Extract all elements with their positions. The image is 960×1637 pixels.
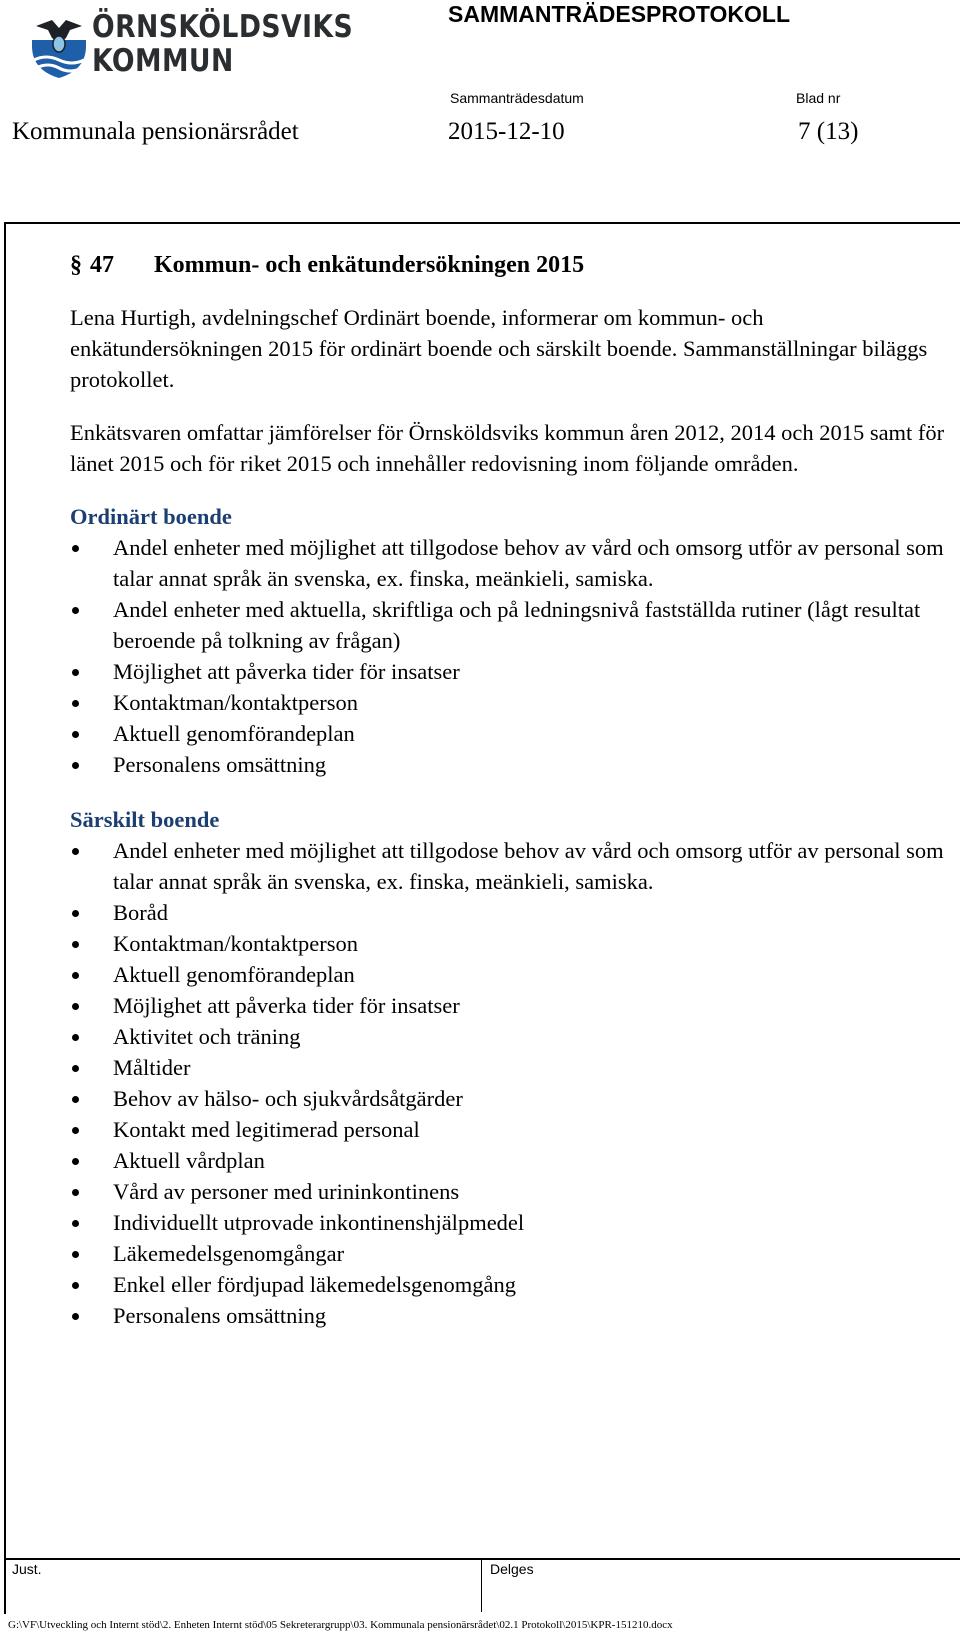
- bullet-icon: [72, 1127, 79, 1134]
- bullet-icon: [72, 700, 79, 707]
- section-number: 47: [90, 252, 114, 278]
- bullet-icon: [72, 972, 79, 979]
- bullet-icon: [72, 1065, 79, 1072]
- bullet-icon: [72, 910, 79, 917]
- list-item: Aktuell vårdplan: [70, 1145, 960, 1176]
- paragraph-scope: Enkätsvaren omfattar jämförelser för Örnsköldsviks kommun åren 2012, 2014 och 2015 samt för länet 2015 och för riket 2015 och innehåller redovisning inom följande områden.: [70, 420, 945, 476]
- list-item: Andel enheter med aktuella, skriftliga och på ledningsnivå fastställda rutiner (lågt resultat beroende på tolkning av frågan): [70, 594, 960, 656]
- municipality-logo: [30, 9, 354, 82]
- bullet-icon: [72, 1313, 79, 1320]
- list-ordinart-boende: [70, 532, 960, 780]
- list-item: Möjlighet att påverka tider för insatser: [70, 656, 960, 687]
- bullet-icon: [72, 1034, 79, 1041]
- logo-line-2: KOMMUN: [92, 43, 234, 79]
- committee-name: Kommunala pensionärsrådet: [12, 118, 299, 145]
- list-item: Andel enheter med möjlighet att tillgodose behov av vård och omsorg utför av personal som talar annat språk än svenska, ex. finska, meänkieli, samiska.: [70, 835, 960, 897]
- list-item: Aktivitet och träning: [70, 1021, 960, 1052]
- bullet-icon: [72, 1251, 79, 1258]
- bullet-icon: [72, 1282, 79, 1289]
- bullet-icon: [72, 1220, 79, 1227]
- section-title: [70, 248, 960, 282]
- list-item: Aktuell genomförandeplan: [70, 959, 960, 990]
- list-item: Aktuell genomförandeplan: [70, 718, 960, 749]
- document-type: SAMMANTRÄDESPROTOKOLL: [448, 1, 791, 27]
- delges-label: Delges: [490, 1561, 534, 1577]
- list-item: Personalens omsättning: [70, 1300, 960, 1331]
- bullet-icon: [72, 1158, 79, 1165]
- coat-of-arms-icon: [30, 10, 88, 80]
- signature-divider-line: [4, 1558, 960, 1560]
- logo-wordmark: [92, 10, 353, 78]
- list-item: Enkel eller fördjupad läkemedelsgenomgång: [70, 1269, 960, 1300]
- section-content: [70, 248, 960, 1331]
- bullet-icon: [72, 941, 79, 948]
- heading-ordinart-boende: Ordinärt boende: [70, 504, 232, 529]
- paragraph-intro: Lena Hurtigh, avdelningschef Ordinärt boende, informerar om kommun- och enkätundersökningen 2015 för ordinärt boende och särskilt boende. Sammanställningar biläggs protokollet.: [70, 305, 928, 392]
- page-number: 7 (13): [798, 118, 859, 145]
- list-item: Andel enheter med möjlighet att tillgodose behov av vård och omsorg utför av personal som talar annat språk än svenska, ex. finska, meänkieli, samiska.: [70, 532, 960, 594]
- list-item: Personalens omsättning: [70, 749, 960, 780]
- list-item: Kontaktman/kontaktperson: [70, 687, 960, 718]
- list-item: Kontakt med legitimerad personal: [70, 1114, 960, 1145]
- bullet-icon: [72, 545, 79, 552]
- paragraph-symbol: §: [70, 252, 82, 278]
- list-item: Kontaktman/kontaktperson: [70, 928, 960, 959]
- list-item: Möjlighet att påverka tider för insatser: [70, 990, 960, 1021]
- bullet-icon: [72, 762, 79, 769]
- bullet-icon: [72, 669, 79, 676]
- heading-sarskilt-boende: Särskilt boende: [70, 807, 220, 832]
- bullet-icon: [72, 1096, 79, 1103]
- bullet-icon: [72, 731, 79, 738]
- meeting-date-label: Sammanträdesdatum: [450, 90, 584, 106]
- list-sarskilt-boende: [70, 835, 960, 1331]
- meeting-date: 2015-12-10: [448, 118, 565, 145]
- bullet-icon: [72, 848, 79, 855]
- just-label: Just.: [12, 1561, 42, 1577]
- list-item: Läkemedelsgenomgångar: [70, 1238, 960, 1269]
- section-title-text: Kommun- och enkätundersökningen 2015: [154, 252, 585, 278]
- logo-line-1: ÖRNSKÖLDSVIKS: [92, 9, 354, 45]
- page-label: Blad nr: [796, 90, 841, 106]
- signature-column-divider: [481, 1558, 482, 1612]
- bullet-icon: [72, 1003, 79, 1010]
- list-item: Individuellt utprovade inkontinenshjälpmedel: [70, 1207, 960, 1238]
- bullet-icon: [72, 1189, 79, 1196]
- bullet-icon: [72, 607, 79, 614]
- list-item: Vård av personer med urininkontinens: [70, 1176, 960, 1207]
- list-item: Boråd: [70, 897, 960, 928]
- list-item: Måltider: [70, 1052, 960, 1083]
- file-path: G:\VF\Utveckling och Internt stöd\2. Enheten Internt stöd\05 Sekreterargrupp\03. Kommunala pensionärsrådet\02.1 Protokoll\2015\KPR-151210.docx: [8, 1619, 673, 1631]
- list-item: Behov av hälso- och sjukvårdsåtgärder: [70, 1083, 960, 1114]
